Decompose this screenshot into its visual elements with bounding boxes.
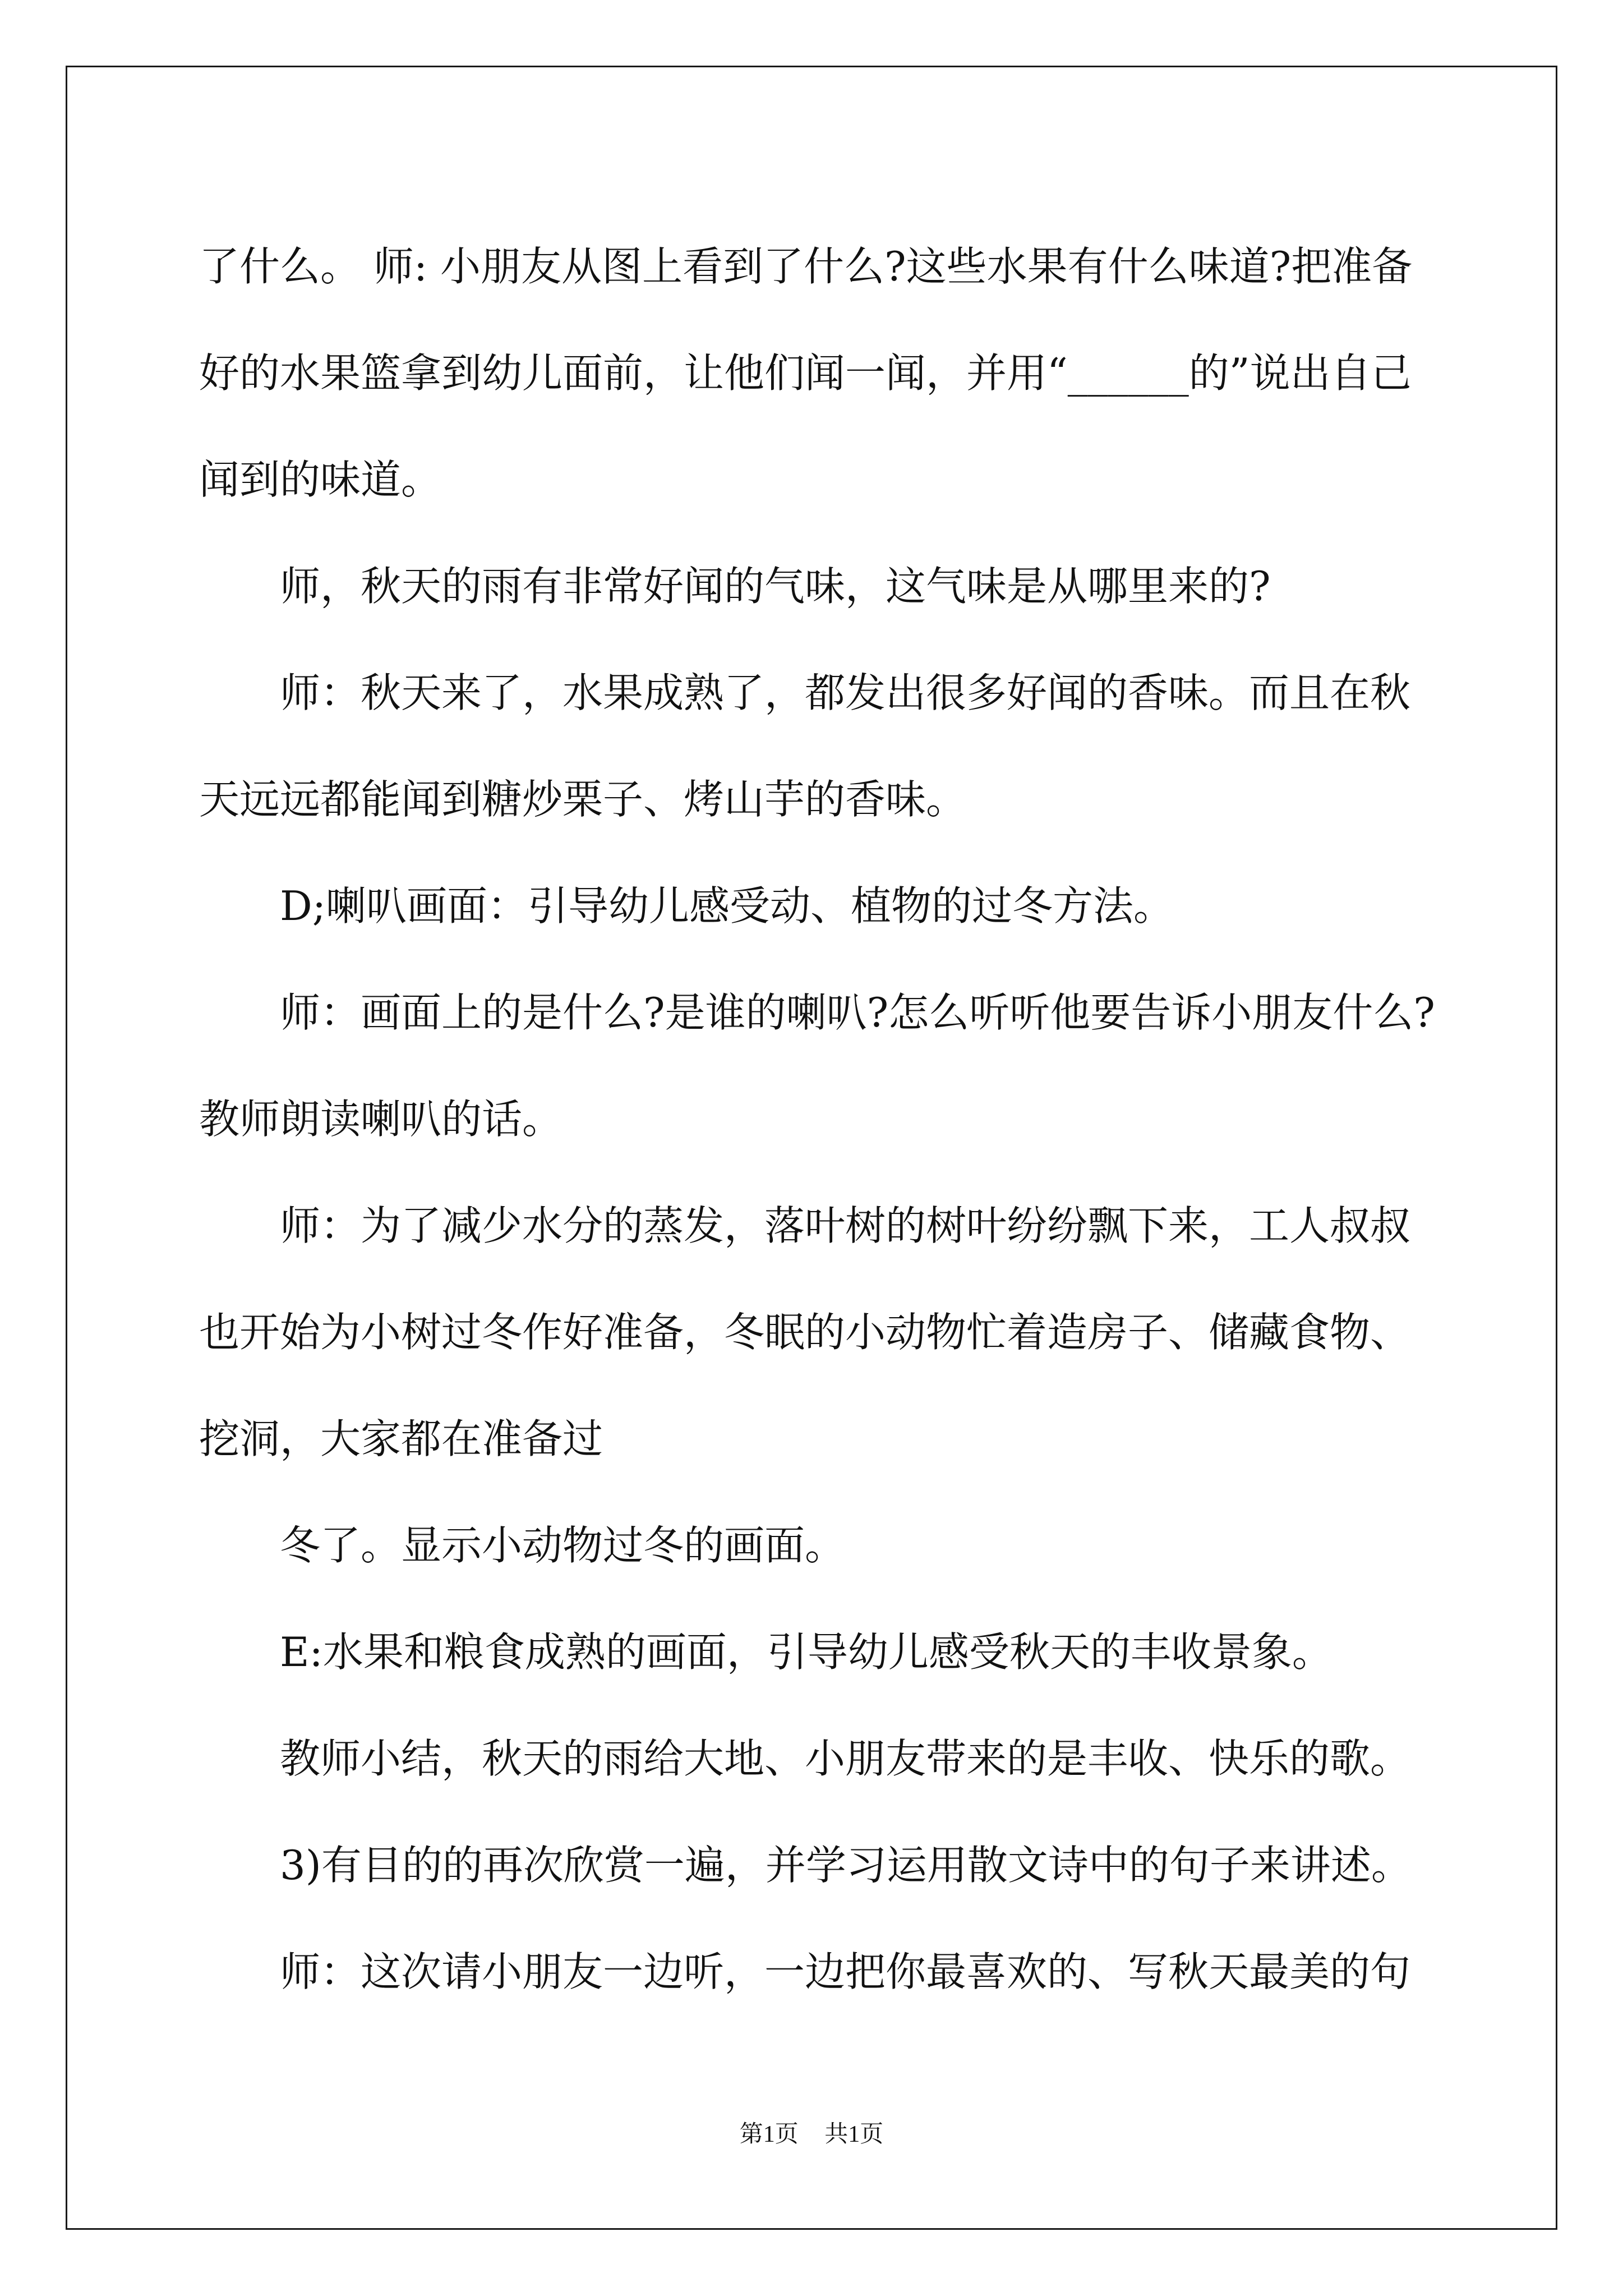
text-line: 师，秋天的雨有非常好闻的气味，这气味是从哪里来的?: [280, 563, 1271, 610]
text-line: 师：秋天来了，水果成熟了，都发出很多好闻的香味。而且在秋: [280, 669, 1411, 716]
text-line: 闻到的味道。: [199, 456, 442, 503]
text-line: 也开始为小树过冬作好准备，冬眠的小动物忙着造房子、储藏食物、: [199, 1309, 1411, 1356]
text-line: 师：为了减少水分的蒸发，落叶树的树叶纷纷飘下来，工人叔叔: [280, 1202, 1411, 1249]
text-line: D;喇叭画面：引导幼儿感受动、植物的过冬方法。: [280, 882, 1174, 930]
text-line: 教师朗读喇叭的话。: [199, 1096, 563, 1143]
text-line: E:水果和粮食成熟的画面，引导幼儿感受秋天的丰收景象。: [280, 1628, 1332, 1676]
text-line: 冬了。显示小动物过冬的画面。: [280, 1522, 846, 1569]
text-line: 师：这次请小朋友一边听，一边把你最喜欢的、写秋天最美的句: [280, 1948, 1411, 1995]
text-line: 挖洞，大家都在准备过: [199, 1415, 603, 1462]
text-line: 好的水果篮拿到幼儿面前，让他们闻一闻，并用“______的”说出自己: [199, 349, 1412, 397]
text-line: 了什么。 师: 小朋友从图上看到了什么?这些水果有什么味道?把准备: [199, 243, 1413, 290]
document-body: [199, 213, 1433, 2025]
page-total: 共1页: [824, 2122, 884, 2147]
page-number: 第1页: [739, 2122, 799, 2147]
text-line: 天远远都能闻到糖炒栗子、烤山芋的香味。: [199, 776, 967, 823]
text-line: 师：画面上的是什么?是谁的喇叭?怎么听听他要告诉小朋友什么?: [280, 989, 1435, 1036]
text-line: 教师小结，秋天的雨给大地、小朋友带来的是丰收、快乐的歌。: [280, 1735, 1411, 1782]
text-line: 3)有目的的再次欣赏一遍，并学习运用散文诗中的句子来讲述。: [280, 1842, 1412, 1889]
page-footer: [0, 2118, 1623, 2151]
